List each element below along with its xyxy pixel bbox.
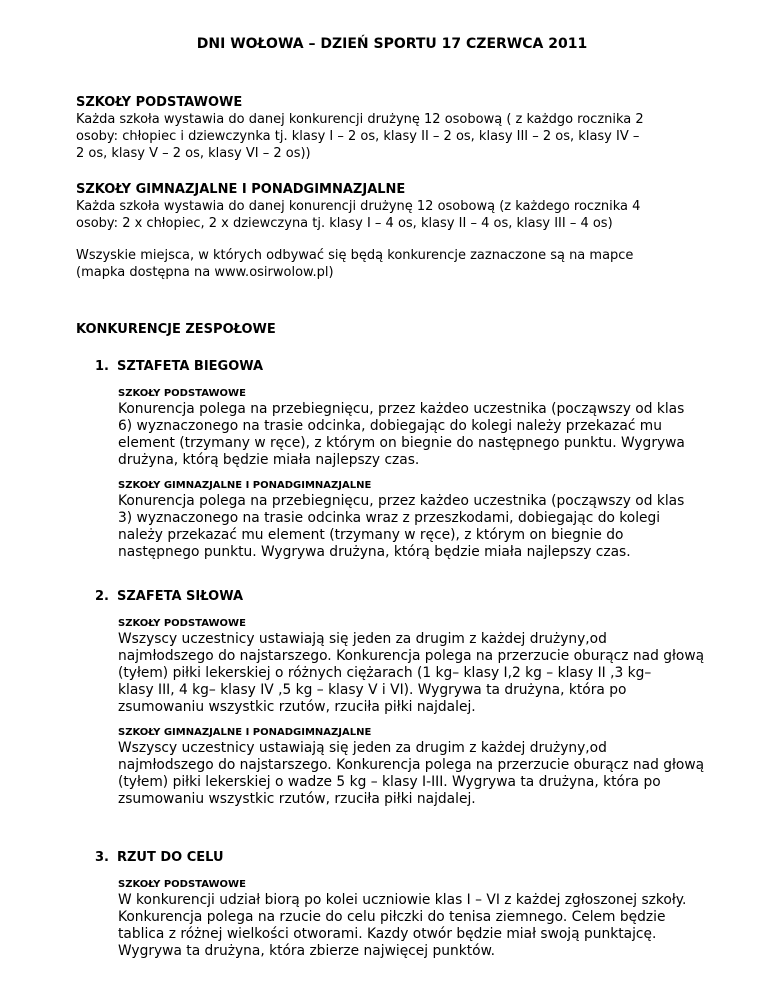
paragraph-line: element (trzymany w ręce), z którym on biegnie do następnego punktu. Wygrywa (118, 435, 685, 451)
item-title-text: SZAFETA SIŁOWA (117, 589, 244, 604)
paragraph-line: osoby: 2 x chłopiec, 2 x dziewczyna tj. klasy I – 4 os, klasy II – 4 os, klasy III – 4 os) (76, 216, 613, 231)
list-item (76, 358, 714, 561)
item-title (95, 588, 714, 605)
subheading: SZKOŁY GIMNAZJALNE I PONADGIMNAZJALNE (118, 727, 372, 738)
item-number: 2. (95, 589, 109, 604)
map-note (76, 247, 714, 281)
competitions-list (76, 358, 714, 960)
paragraph-line: (tyłem) piłki lekerskiej o wadze 5 kg – klasy I-III. Wygrywa ta drużyna, która po (118, 774, 661, 790)
section-heading: SZKOŁY GIMNAZJALNE I PONADGIMNAZJALNE (76, 182, 406, 197)
section-secondary-schools (76, 181, 714, 232)
paragraph-line: Konkurencja polega na rzucie do celu piłczki do tenisa ziemnego. Celem będzie (118, 909, 666, 925)
paragraph-line: zsumowaniu wszystkic rzutów, rzuciła piłki najdalej. (118, 791, 476, 807)
paragraph-line: najmłodszego do najstarszego. Konkurencja polega na przerzucie oburącz nad głową (118, 648, 705, 664)
paragraph-line: W konkurencji udział biorą po kolei uczniowie klas I – VI z każdej zgłoszonej szkoły. (118, 892, 687, 908)
paragraph-line: Każda szkoła wystawia do danej konkurencji drużynę 12 osobową ( z każdgo rocznika 2 (76, 112, 644, 127)
paragraph-line: Wygrywa ta drużyna, która zbierze najwięcej punktów. (118, 943, 495, 959)
item-title (95, 849, 714, 866)
subheading: SZKOŁY PODSTAWOWE (118, 388, 246, 399)
paragraph-line: osoby: chłopiec i dziewczynka tj. klasy I – 2 os, klasy II – 2 os, klasy III – 2 os, klasy IV – (76, 129, 640, 144)
paragraph-line: 3) wyznaczonego na trasie odcinka wraz z przeszkodami, dobiegając do kolegi (118, 510, 661, 526)
paragraph-line: tablica z różnej wielkości otworami. Kazdy otwór będzie miał swoją punktajcę. (118, 926, 657, 942)
item-number: 3. (95, 850, 109, 865)
paragraph-line: (tyłem) piłki lekerskiej o różnych ciężarach (1 kg– klasy I,2 kg – klasy II ,3 kg– (118, 665, 652, 681)
item-number: 1. (95, 359, 109, 374)
list-item (76, 588, 714, 808)
paragraph-line: Każda szkoła wystawia do danej konurencji drużynę 12 osobową (z każdego rocznika 4 (76, 199, 641, 214)
paragraph-line: Wszyscy uczestnicy ustawiają się jeden za drugim z każdej drużyny,od (118, 631, 607, 647)
item-title-text: SZTAFETA BIEGOWA (117, 359, 264, 374)
paragraph-line: zsumowaniu wszystkic rzutów, rzuciła piłki najdalej. (118, 699, 476, 715)
paragraph-line: drużyna, którą będzie miała najlepszy czas. (118, 452, 420, 468)
item-title (95, 358, 714, 375)
subheading: SZKOŁY PODSTAWOWE (118, 618, 246, 629)
paragraph-line: klasy III, 4 kg– klasy IV ,5 kg – klasy V i VI). Wygrywa ta drużyna, która po (118, 682, 627, 698)
item-title-text: RZUT DO CELU (117, 850, 224, 865)
paragraph-line: następnego punktu. Wygrywa drużyna, którą będzie miała najlepszy czas. (118, 544, 631, 560)
paragraph-line: Wszyskie miejsca, w których odbywać się będą konkurencje zaznaczone są na mapce (76, 248, 634, 263)
paragraph-line: Konurencja polega na przebiegnięcu, przez każdeo uczestnika (począwszy od klas (118, 401, 685, 417)
section-primary-schools (76, 94, 714, 162)
page-title: DNI WOŁOWA – DZIEŃ SPORTU 17 CZERWCA 2011 (196, 36, 588, 52)
list-item (76, 849, 714, 960)
paragraph-line: 6) wyznaczonego na trasie odcinka, dobiegając do kolegi należy przekazać mu (118, 418, 662, 434)
paragraph-line: najmłodszego do najstarszego. Konkurencja polega na przerzucie oburącz nad głową (118, 757, 705, 773)
paragraph-line: 2 os, klasy V – 2 os, klasy VI – 2 os)) (76, 146, 311, 161)
competitions-heading: KONKURENCJE ZESPOŁOWE (76, 322, 276, 337)
paragraph-line: (mapka dostępna na www.osirwolow.pl) (76, 265, 334, 280)
paragraph-line: Konurencja polega na przebiegnięcu, przez każdeo uczestnika (począwszy od klas (118, 493, 685, 509)
subheading: SZKOŁY GIMNAZJALNE I PONADGIMNAZJALNE (118, 480, 372, 491)
section-heading: SZKOŁY PODSTAWOWE (76, 95, 243, 110)
paragraph-line: należy przekazać mu element (trzymany w ręce), z którym on biegnie do (118, 527, 624, 543)
subheading: SZKOŁY PODSTAWOWE (118, 879, 246, 890)
paragraph-line: Wszyscy uczestnicy ustawiają się jeden za drugim z każdej drużyny,od (118, 740, 607, 756)
